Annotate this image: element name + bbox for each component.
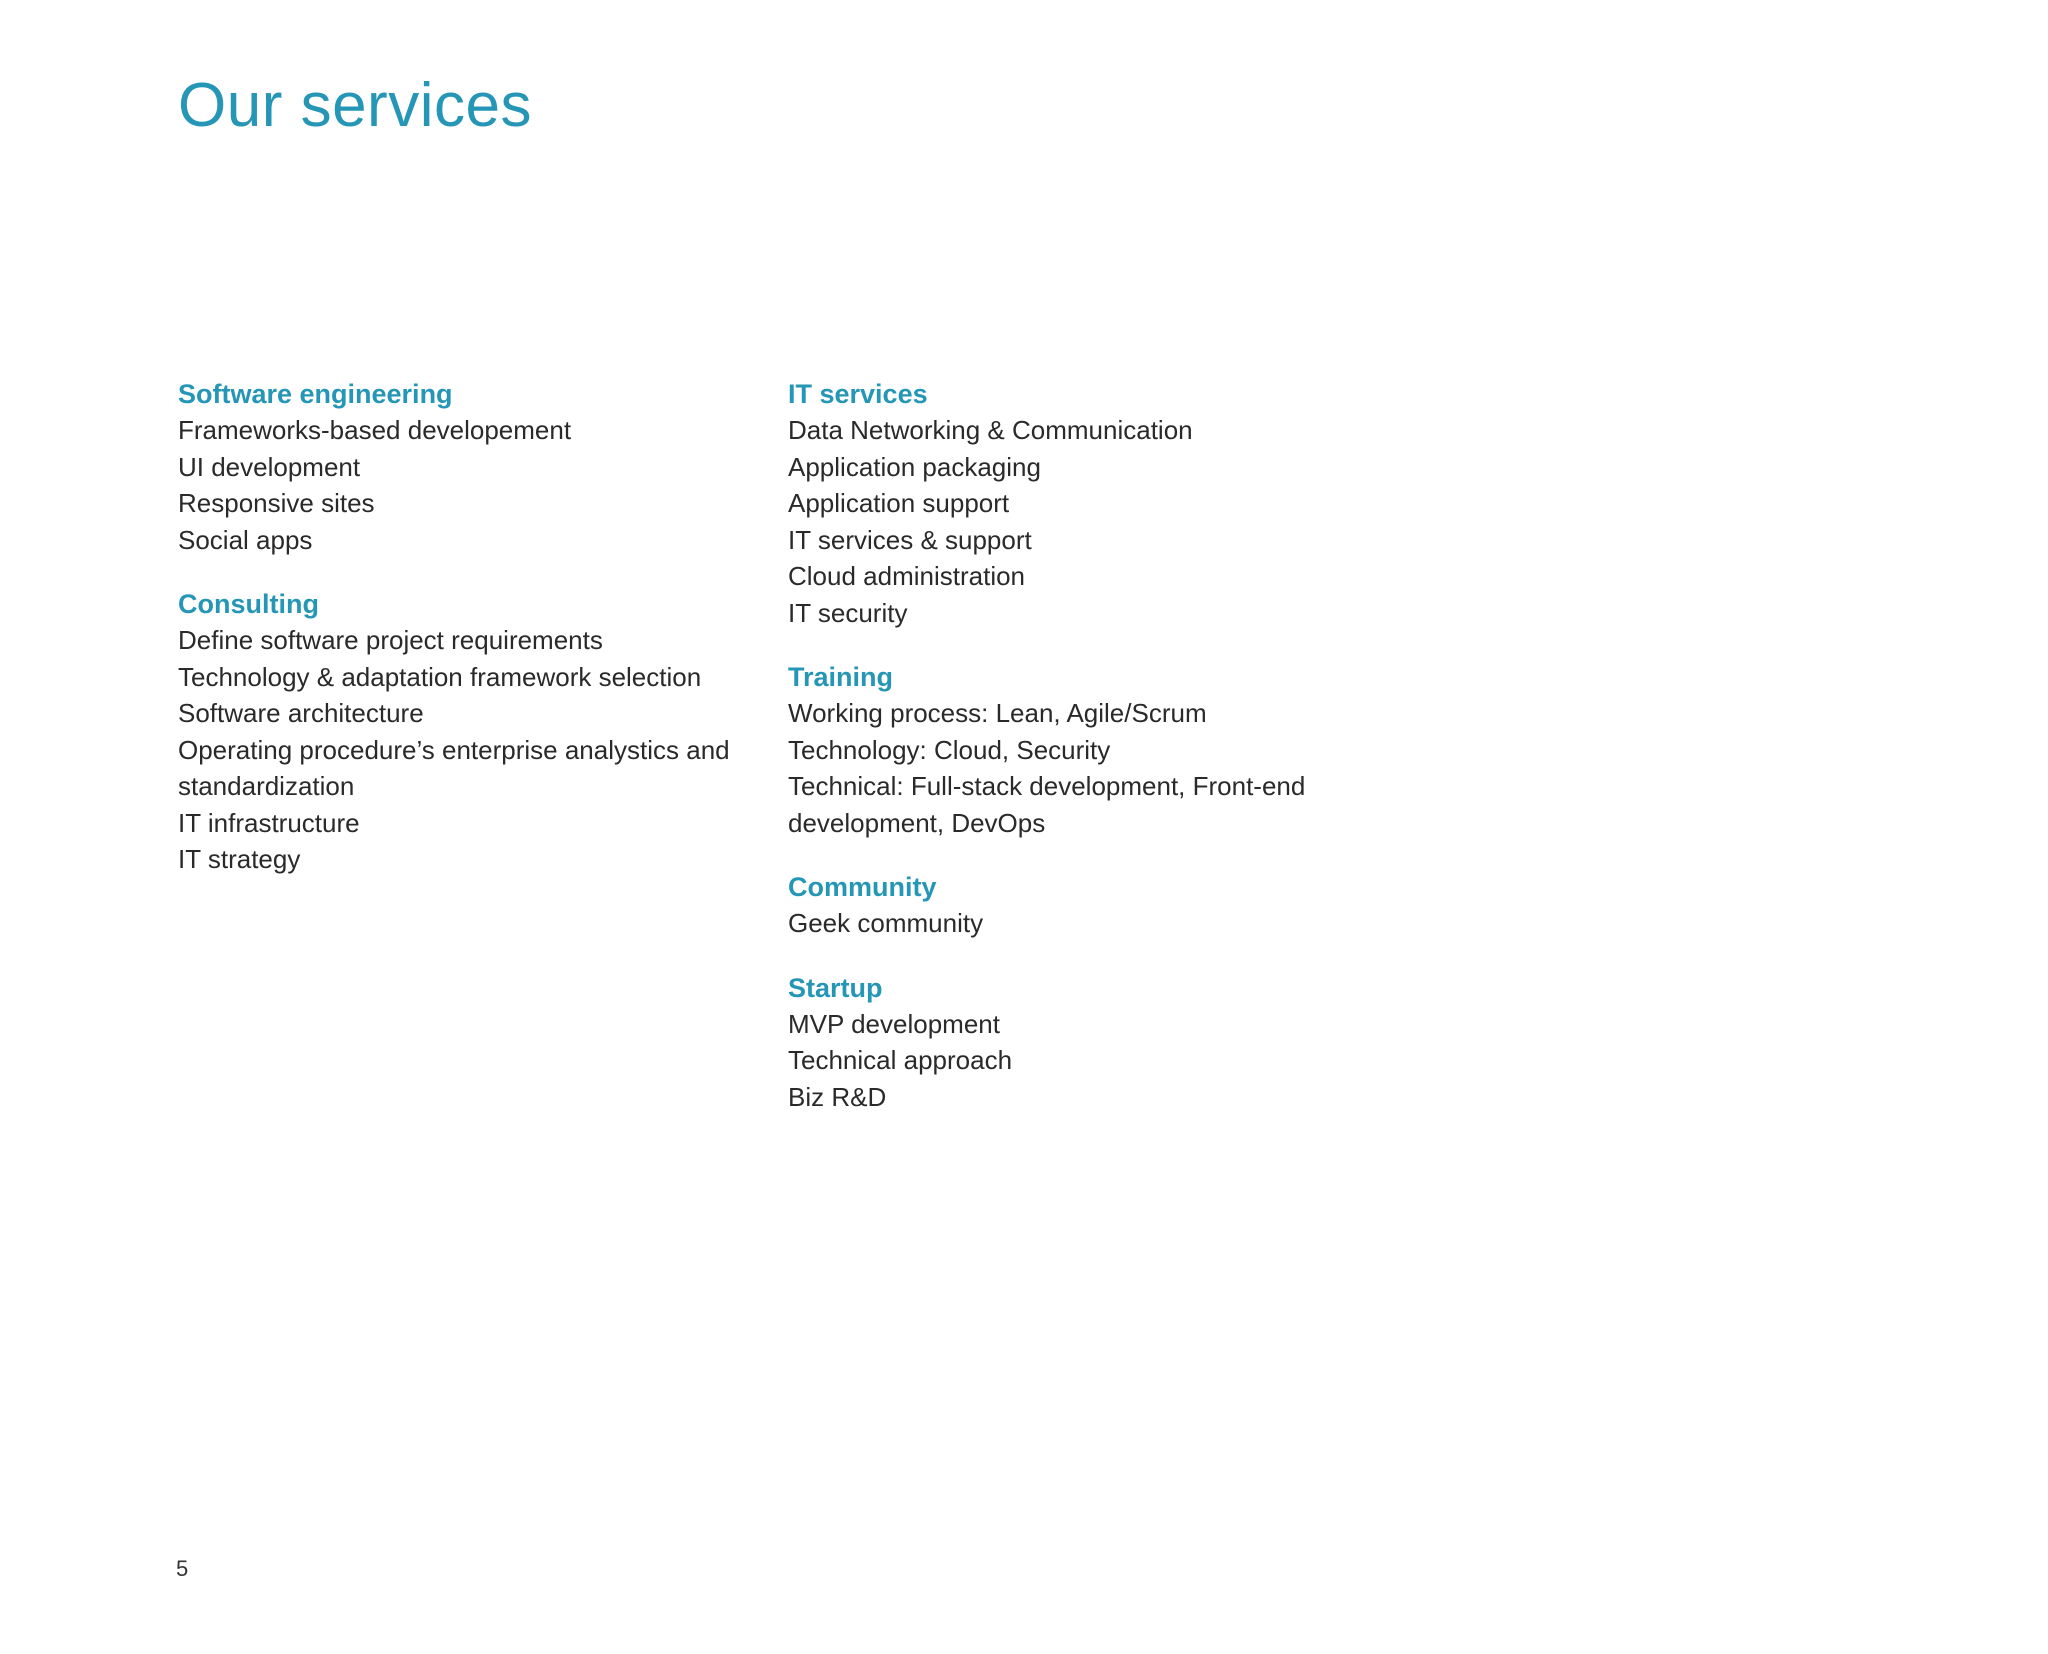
service-item: Cloud administration: [788, 561, 1026, 591]
service-list: [788, 905, 1328, 942]
service-item: Frameworks-based developement: [178, 415, 572, 445]
service-item: Working process: Lean, Agile/Scrum: [788, 698, 1207, 728]
service-item: MVP development: [788, 1008, 1000, 1039]
section-software-engineering: [178, 376, 738, 558]
service-item: UI development: [178, 451, 361, 482]
section-training: [788, 659, 1328, 841]
section-heading: Training: [788, 662, 894, 692]
service-item: Application packaging: [788, 451, 1041, 482]
service-item: Geek community: [788, 908, 984, 938]
section-heading: Software engineering: [178, 379, 453, 409]
section-startup: [788, 970, 1328, 1116]
section-heading: Community: [788, 872, 937, 902]
service-list: [788, 412, 1328, 631]
service-list: [788, 695, 1328, 841]
service-list: [178, 412, 738, 558]
services-column-left: [178, 376, 738, 906]
service-list: [788, 1006, 1328, 1116]
service-item: Responsive sites: [178, 488, 375, 518]
section-heading: Startup: [788, 972, 883, 1003]
service-item: IT strategy: [178, 844, 301, 874]
service-item: Technology: Cloud, Security: [788, 734, 1111, 765]
section-consulting: [178, 586, 738, 878]
section-heading: IT services: [788, 379, 928, 409]
service-item: Technology & adaptation framework selection: [178, 661, 702, 692]
section-it-services: [788, 376, 1328, 631]
service-item: Application support: [788, 488, 1010, 518]
section-heading: Consulting: [178, 589, 319, 619]
service-item: Data Networking & Communication: [788, 415, 1193, 445]
service-item: IT security: [788, 597, 908, 628]
service-item: Operating procedure’s enterprise analystics and standardization: [178, 734, 730, 801]
service-item: Technical: Full-stack development, Front-end development, DevOps: [788, 771, 1306, 838]
services-column-right: [788, 376, 1328, 1143]
service-item: Biz R&D: [788, 1081, 887, 1112]
page-title: Our services: [178, 71, 532, 140]
service-item: Social apps: [178, 524, 313, 555]
page-number: 5: [176, 1556, 189, 1581]
service-item: IT services & support: [788, 524, 1032, 555]
service-item: IT infrastructure: [178, 807, 360, 838]
section-community: [788, 869, 1328, 942]
service-item: Software architecture: [178, 698, 424, 728]
service-list: [178, 622, 738, 878]
service-item: Define software project requirements: [178, 625, 603, 655]
service-item: Technical approach: [788, 1045, 1013, 1075]
